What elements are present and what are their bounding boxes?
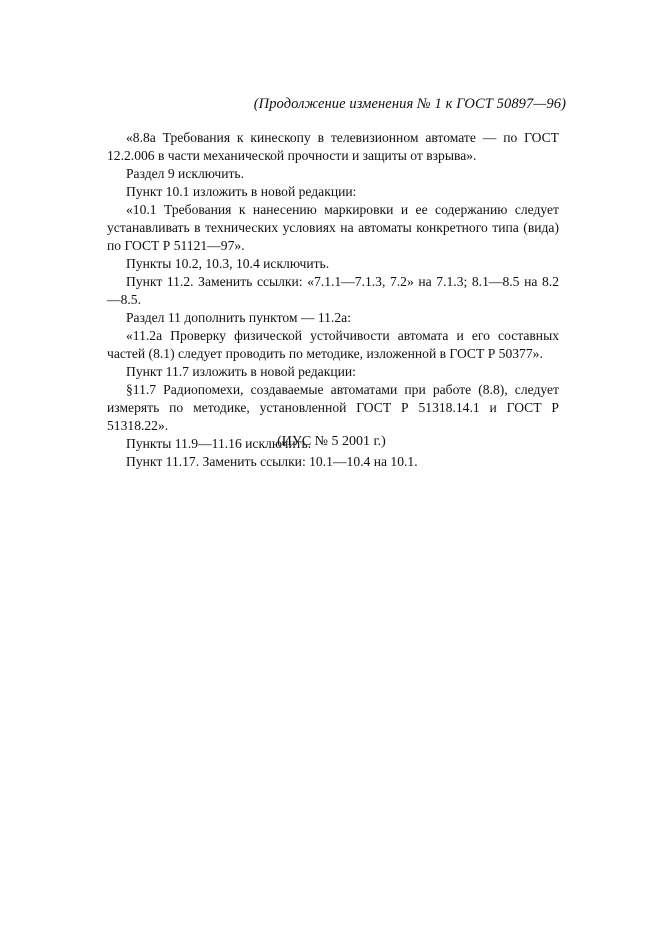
continuation-header: (Продолжение изменения № 1 к ГОСТ 50897—96) [253,96,566,112]
paragraph-11-17: Пункт 11.17. Заменить ссылки: 10.1—10.4 на 10.1. [126,454,418,469]
paragraph-10-2-10-4: Пункты 10.2, 10.3, 10.4 исключить. [126,256,330,271]
source-reference: (ИУС № 5 2001 г.) [277,434,386,449]
paragraph-section-11-add: Раздел 11 дополнить пунктом — 11.2а: [126,310,351,325]
paragraph-11-2: Пункт 11.2. Заменить ссылки: «7.1.1—7.1.3, 7.2» на 7.1.3; 8.1—8.5 на 8.2—8.5. [107,274,559,307]
paragraph-10-1-intro: Пункт 10.1 изложить в новой редакции: [126,184,357,199]
amendment-body [107,129,559,471]
paragraph-11-7-text: §11.7 Радиопомехи, создаваемые автоматами при работе (8.8), следует измерять по методике, установленной ГОСТ Р 51318.14.1 и ГОСТ Р 51318.22». [107,382,559,433]
paragraph-10-1-text: «10.1 Требования к нанесению маркировки и ее содержанию следует устанавливать в технических условиях на автоматы конкретного типа (вида) по ГОСТ Р 51121—97». [107,202,559,253]
source-footer [0,434,661,450]
paragraph-11-2a-text: «11.2а Проверку физической устойчивости автомата и его составных частей (8.1) следует проводить по методике, изложенной в ГОСТ Р 50377». [107,328,559,361]
paragraph-11-7-intro: Пункт 11.7 изложить в новой редакции: [126,364,356,379]
paragraph-8-8a: «8.8а Требования к кинескопу в телевизионном автомате — по ГОСТ 12.2.006 в части механической прочности и защиты от взрыва». [107,130,559,163]
paragraph-11-9-11-16: Пункты 11.9—11.16 исключить. [126,436,312,451]
paragraph-section-9: Раздел 9 исключить. [126,166,245,181]
